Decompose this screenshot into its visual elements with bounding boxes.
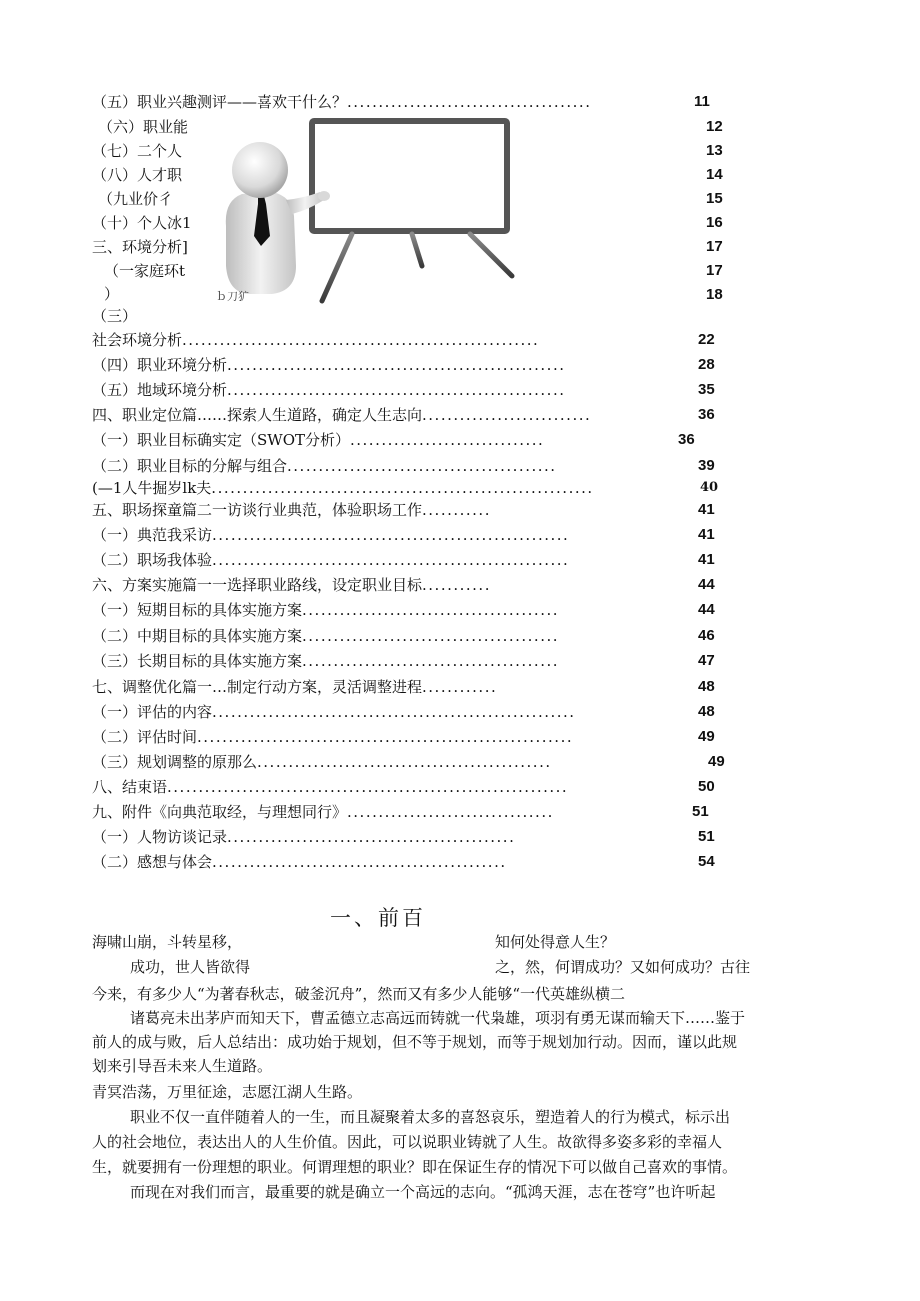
toc-fragment: （一家庭环t [104, 262, 186, 280]
body-line: 划来引导吾未来人生道路。 [92, 1057, 273, 1075]
toc-page-number: 47 [698, 652, 715, 669]
easel-leg [322, 234, 352, 301]
toc-entry[interactable]: （二）中期目标的具体实施方案......................................... [92, 627, 560, 645]
toc-page-number: 50 [698, 778, 715, 795]
toc-entry[interactable]: （一）人物访谈记录.............................................. [92, 828, 516, 846]
toc-entry[interactable]: （二）职场我体验......................................................... [92, 551, 570, 569]
toc-page-number: 41 [698, 526, 715, 543]
body-line: 人的社会地位，表达出人的人生价值。因此，可以说职业铸就了人生。故欲得多姿多彩的幸福人 [92, 1133, 723, 1151]
body-line: 今来，有多少人“为著春秋志，破釜沉舟”，然而又有多少人能够“一代英雄纵横二 [92, 985, 626, 1003]
toc-fragment: （八）人才职 [92, 166, 183, 184]
person-hand [318, 191, 330, 201]
toc-page-number: 12 [706, 118, 723, 135]
toc-entry[interactable]: （三）长期目标的具体实施方案......................................... [92, 652, 560, 670]
toc-page-number: 44 [698, 601, 715, 618]
body-line: 海啸山崩，斗转星移， [92, 933, 243, 951]
toc-entry[interactable]: 社会环境分析......................................................... [92, 331, 540, 349]
whiteboard [312, 121, 507, 231]
body-line: 而现在对我们而言，最重要的就是确立一个高远的志向。“孤鸿天涯，志在苍穹”也许听起 [130, 1183, 716, 1201]
toc-entry[interactable]: 九、附件《向典范取经，与理想同行》................................. [92, 803, 554, 821]
body-line: 之，然，何谓成功？又如何成功？古往 [495, 958, 751, 976]
body-line: 前人的成与败，后人总结出：成功始于规划，但不等于规划，而等于规划加行动。因而，谨以此规 [92, 1033, 738, 1051]
toc-page-number: 14 [706, 166, 723, 183]
toc-page-number: 22 [698, 331, 715, 348]
body-line: 诸葛亮未出茅庐而知天下，曹孟德立志高远而铸就一代枭雄，项羽有勇无谋而输天下……鉴于 [130, 1009, 746, 1027]
toc-entry[interactable]: （一）评估的内容.......................................................... [92, 703, 576, 721]
toc-page-number: 48 [698, 678, 715, 695]
toc-entry[interactable]: (—1人牛掘岁lk夫............................................................. [92, 479, 594, 497]
toc-page-number: 17 [706, 262, 723, 279]
toc-entry[interactable]: （二）职业目标的分解与组合........................................... [92, 457, 557, 475]
toc-page-number: 17 [706, 238, 723, 255]
toc-entry[interactable]: （二）感想与体会............................................... [92, 853, 507, 871]
toc-page-number: 15 [706, 190, 723, 207]
toc-entry[interactable]: 六、方案实施篇一一选择职业路线，设定职业目标........... [92, 576, 491, 594]
toc-page-number: 11 [694, 93, 710, 110]
toc-page-number: 48 [698, 703, 715, 720]
toc-page-number: 28 [698, 356, 715, 373]
section-heading: 一、前百 [330, 906, 426, 930]
toc-page-number: 49 [698, 728, 715, 745]
toc-entry-title: （五）职业兴趣测评——喜欢干什么？ [92, 93, 348, 111]
toc-entry[interactable]: 八、结束语................................................................ [92, 778, 569, 796]
toc-page-number: 36 [678, 431, 695, 448]
toc-entry[interactable]: （一）短期目标的具体实施方案......................................... [92, 601, 560, 619]
toc-page-number: 39 [698, 457, 715, 474]
toc-entry[interactable]: 七、调整优化篇一…制定行动方案，灵活调整进程............ [92, 678, 498, 696]
body-line: 职业不仅一直伴随着人的一生，而且凝聚着太多的喜怒哀乐，塑造着人的行为模式，标示出 [130, 1108, 731, 1126]
toc-page-number: 16 [706, 214, 723, 231]
toc-fragment: ） [104, 285, 120, 303]
toc-entry[interactable]: 五、职场探童篇二一访谈行业典范，体验职场工作........... [92, 501, 491, 519]
toc-page-number: 41 [698, 501, 715, 518]
toc-fragment: 三、环境分析] [92, 238, 188, 256]
toc-page-number: 51 [698, 828, 715, 845]
toc-page-number: 35 [698, 381, 715, 398]
figure-caption: ｂ刀犷 [216, 290, 249, 303]
toc-fragment: （三） [92, 307, 138, 325]
toc-fragment: （六）职业能 [98, 118, 189, 136]
toc-entry[interactable]: （二）评估时间............................................................ [92, 728, 574, 746]
toc-page-number: 54 [698, 853, 715, 870]
person-head [232, 142, 288, 198]
toc-page-number: 41 [698, 551, 715, 568]
body-line: 成功，世人皆欲得 [130, 958, 251, 976]
presenter-whiteboard-illustration [212, 116, 542, 306]
toc-page-number: 40 [700, 480, 719, 495]
toc-page-number: 49 [708, 753, 725, 770]
toc-page-number: 36 [698, 406, 715, 423]
toc-fragment: （九业价彳 [98, 190, 174, 208]
body-line: 青冥浩荡，万里征途，志愿江湖人生路。 [92, 1083, 363, 1101]
toc-page-number: 51 [692, 803, 709, 820]
easel-leg [412, 234, 422, 266]
body-line: 知何处得意人生？ [495, 933, 616, 951]
toc-entry[interactable]: （一）典范我采访......................................................... [92, 526, 570, 544]
toc-page-number: 46 [698, 627, 715, 644]
toc-page-number: 13 [706, 142, 723, 159]
toc-entry[interactable]: （四）职业环境分析...................................................... [92, 356, 566, 374]
toc-entry[interactable]: （五）地域环境分析...................................................... [92, 381, 566, 399]
toc-page-number: 44 [698, 576, 715, 593]
easel-leg [470, 234, 512, 276]
toc-entry[interactable]: 四、职业定位篇……探索人生道路，确定人生志向........................... [92, 406, 592, 424]
toc-fragment: （十）个人冰1 [92, 214, 192, 232]
toc-entry[interactable]: （一）职业目标确实定（SWOT分析）............................... [92, 431, 545, 449]
body-line: 生，就要拥有一份理想的职业。何谓理想的职业？即在保证生存的情况下可以做自己喜欢的事情。 [92, 1158, 738, 1176]
toc-entry[interactable]: （五）职业兴趣测评——喜欢干什么？....................................... [92, 93, 592, 111]
toc-entry[interactable]: （三）规划调整的原那么............................................... [92, 753, 552, 771]
toc-fragment: （七）二个人 [92, 142, 183, 160]
toc-page-number: 18 [706, 286, 723, 303]
